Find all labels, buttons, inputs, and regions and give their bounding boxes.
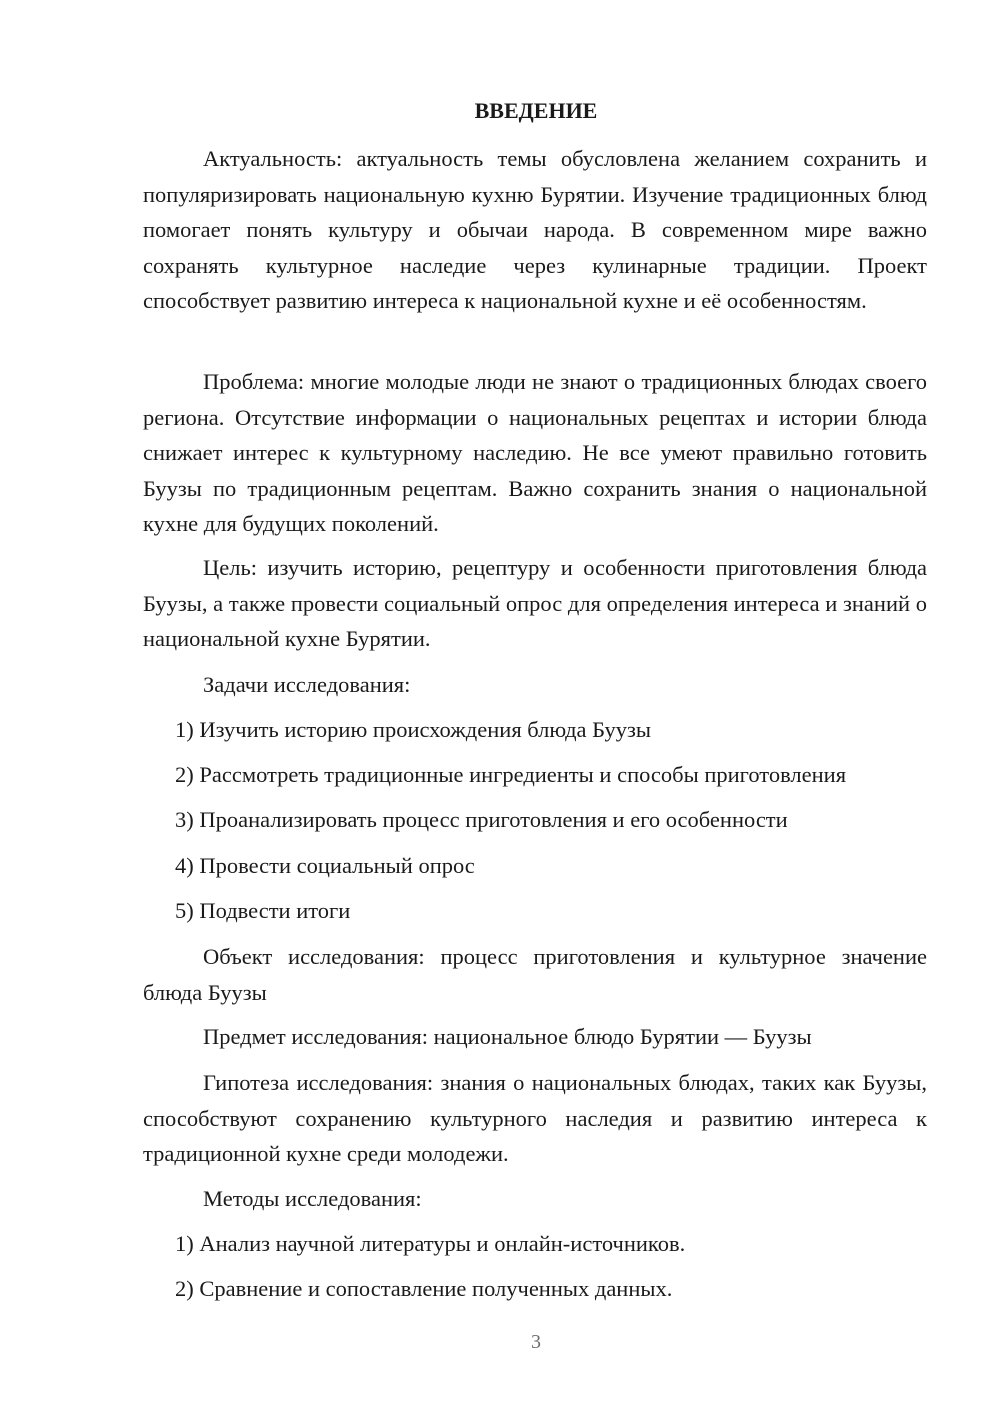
method-item: 2) Сравнение и сопоставление полученных данных. bbox=[175, 1276, 673, 1301]
subject-paragraph: Предмет исследования: национальное блюдо Бурятии — Буузы bbox=[203, 1024, 812, 1049]
method-item: 1) Анализ научной литературы и онлайн-источников. bbox=[175, 1231, 686, 1256]
goal-paragraph: Цель: изучить историю, рецептуру и особенности приготовления блюда Буузы, а также провести социальный опрос для определения интереса и знаний о национальной кухне Бурятии. bbox=[143, 555, 927, 651]
task-item: 4) Провести социальный опрос bbox=[175, 853, 475, 878]
object-paragraph: Объект исследования: процесс приготовления и культурное значение блюда Буузы bbox=[143, 944, 927, 1005]
tasks-heading: Задачи исследования: bbox=[203, 672, 411, 697]
hypothesis-paragraph: Гипотеза исследования: знания о национальных блюдах, таких как Буузы, способствуют сохранению культурного наследия и развитию интереса к традиционной кухне среди молодежи. bbox=[143, 1070, 927, 1166]
task-item: 2) Рассмотреть традиционные ингредиенты и способы приготовления bbox=[175, 762, 847, 787]
page-number: 3 bbox=[531, 1331, 541, 1353]
problem-paragraph: Проблема: многие молодые люди не знают о традиционных блюдах своего региона. Отсутствие информации о национальных рецептах и истории блюда снижает интерес к культурному наследию. Не все умеют правильно готовить Буузы по традиционным рецептам. Важно сохранить знания о национальной кухне для будущих поколений. bbox=[143, 369, 927, 536]
task-item: 5) Подвести итоги bbox=[175, 898, 351, 923]
task-item: 3) Проанализировать процесс приготовления и его особенности bbox=[175, 807, 788, 832]
methods-heading: Методы исследования: bbox=[203, 1186, 422, 1211]
page-title: ВВЕДЕНИЕ bbox=[474, 98, 598, 123]
task-item: 1) Изучить историю происхождения блюда Буузы bbox=[175, 717, 651, 742]
relevance-paragraph: Актуальность: актуальность темы обусловлена желанием сохранить и популяризировать национальную кухню Бурятии. Изучение традиционных блюд помогает понять культуру и обычаи народа. В современном мире важно сохранять культурное наследие через кулинарные традиции. Проект способствует развитию интереса к национальной кухне и её особенностям. bbox=[143, 146, 927, 313]
